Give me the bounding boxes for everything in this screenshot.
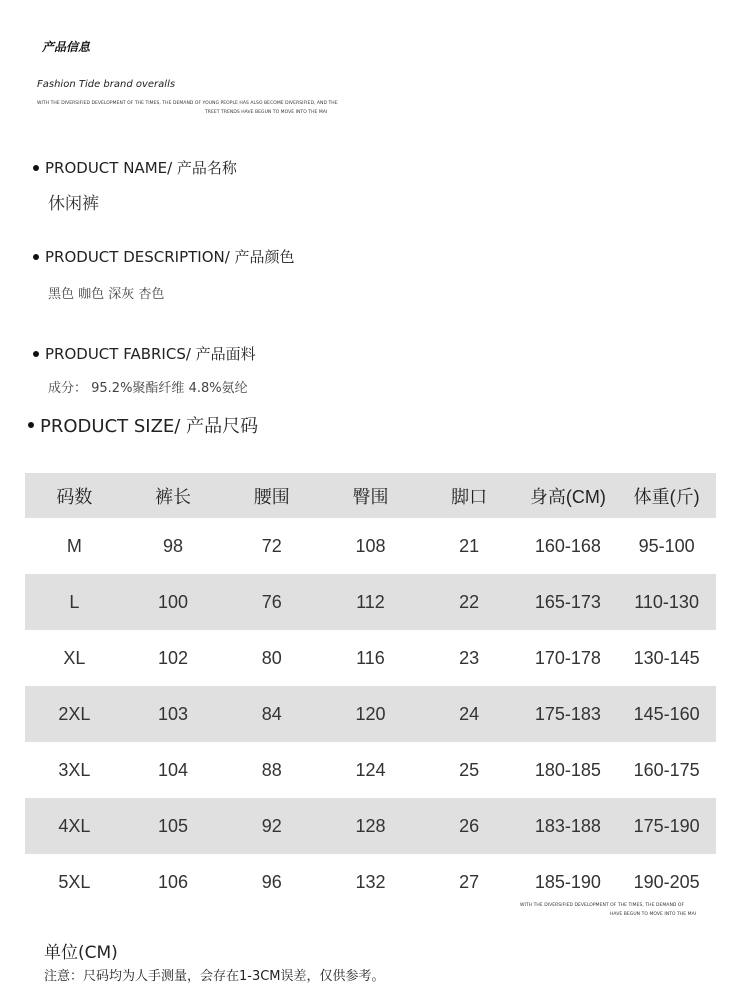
table-cell: 180-185 [534,759,601,780]
product-name-value: 休闲裤 [48,194,99,214]
product-description-heading-text: PRODUCT DESCRIPTION/ 产品颜色 [45,248,295,266]
table-cell: 24 [459,703,480,724]
table-cell: 84 [261,703,282,724]
table-row [25,742,716,798]
table-cell: 80 [261,647,282,668]
table-cell: 165-173 [534,591,601,612]
table-cell: 185-190 [534,871,601,892]
table-cell: 183-188 [534,815,601,836]
table-cell: 106 [158,871,189,892]
table-row [25,686,716,742]
table-cell: 170-178 [534,647,601,668]
table-cell: 105 [158,815,189,836]
table-cell: 103 [158,703,189,724]
table-cell: 96 [261,871,282,892]
table-cell: 2XL [58,703,91,724]
product-colors-value: 黑色 咖色 深灰 杏色 [48,287,165,302]
table-cell: 5XL [58,871,91,892]
table-cell: 92 [261,815,282,836]
table-cell: 72 [261,535,282,556]
table-cell: 124 [355,759,386,780]
table-cell: 145-160 [633,703,700,724]
unit-label: 单位(CM) [44,943,118,963]
bullet-icon [33,351,39,357]
table-cell: 108 [355,535,386,556]
header-cell-hem: 脚口 [451,486,488,507]
table-cell: 27 [459,871,480,892]
size-table [25,473,716,910]
table-cell: 110-130 [634,591,699,612]
table-cell: 4XL [58,815,91,836]
table-cell: 88 [261,759,282,780]
table-cell: 23 [459,647,480,668]
table-cell: 120 [355,703,386,724]
table-cell: 128 [355,815,386,836]
header-cell-weight: 体重(斤) [633,486,700,507]
table-cell: 175-190 [633,815,700,836]
bullet-icon [33,254,39,260]
measurement-note: 注意：尺码均为人手测量，会存在1-3CM误差，仅供参考。 [44,969,385,984]
header-cell-size: 码数 [56,486,93,507]
product-name-heading-text: PRODUCT NAME/ 产品名称 [45,159,237,177]
header-cell-length: 裤长 [155,486,192,507]
header-cell-height: 身高(CM) [529,486,606,507]
table-cell: 130-145 [633,647,700,668]
small-print-line: WITH THE DIVERSIFIED DEVELOPMENT OF THE TIMES, THE DEMAND OF [520,903,685,908]
header-cell-hip: 臀围 [352,486,389,507]
table-cell: 26 [459,815,480,836]
table-cell: 160-168 [534,535,601,556]
table-cell: 95-100 [638,535,695,556]
small-print-line: WITH THE DIVERSIFIED DEVELOPMENT OF THE TIMES, THE DEMAND OF YOUNG PEOPLE HAS ALSO BECOME DIVERSIFIED, AND THE [37,101,338,106]
table-cell: 132 [355,871,386,892]
product-fabrics-value: 成分： 95.2%聚酯纤维 4.8%氨纶 [48,381,248,396]
product-description-heading [33,246,295,267]
product-size-heading-text: PRODUCT SIZE/ 产品尺码 [40,416,259,437]
product-fabrics-heading-text: PRODUCT FABRICS/ 产品面料 [45,345,256,363]
small-print-line: TREET TRENDS HAVE BEGUN TO MOVE INTO THE MAI [205,110,328,115]
bullet-icon [33,165,39,171]
table-cell: M [66,535,82,556]
table-cell: 175-183 [534,703,601,724]
brand-tagline: Fashion Tide brand overalls [37,79,176,90]
table-cell: 116 [356,647,385,668]
table-cell: 160-175 [633,759,700,780]
table-row [25,798,716,854]
table-cell: 3XL [58,759,91,780]
small-print-line: HAVE BEGUN TO MOVE INTO THE MAI [610,912,697,917]
table-cell: 104 [158,759,189,780]
page-title: 产品信息 [42,40,91,54]
table-cell: L [69,591,80,612]
header-cell-waist: 腰围 [253,486,290,507]
table-row [25,574,716,630]
table-cell: 25 [459,759,480,780]
size-table-header-row [25,473,716,518]
product-fabrics-heading [33,343,256,364]
table-cell: 22 [459,591,480,612]
table-row [25,518,716,574]
bullet-icon [28,422,34,428]
table-row [25,630,716,686]
table-row [25,854,716,910]
table-cell: 76 [261,591,282,612]
table-cell: 21 [459,535,480,556]
table-cell: 98 [163,535,184,556]
table-cell: 102 [158,647,189,668]
table-cell: 100 [158,591,189,612]
table-cell: 112 [356,591,385,612]
table-cell: 190-205 [633,871,700,892]
product-name-heading [33,157,237,178]
product-size-heading [28,412,258,438]
table-cell: XL [63,647,86,668]
